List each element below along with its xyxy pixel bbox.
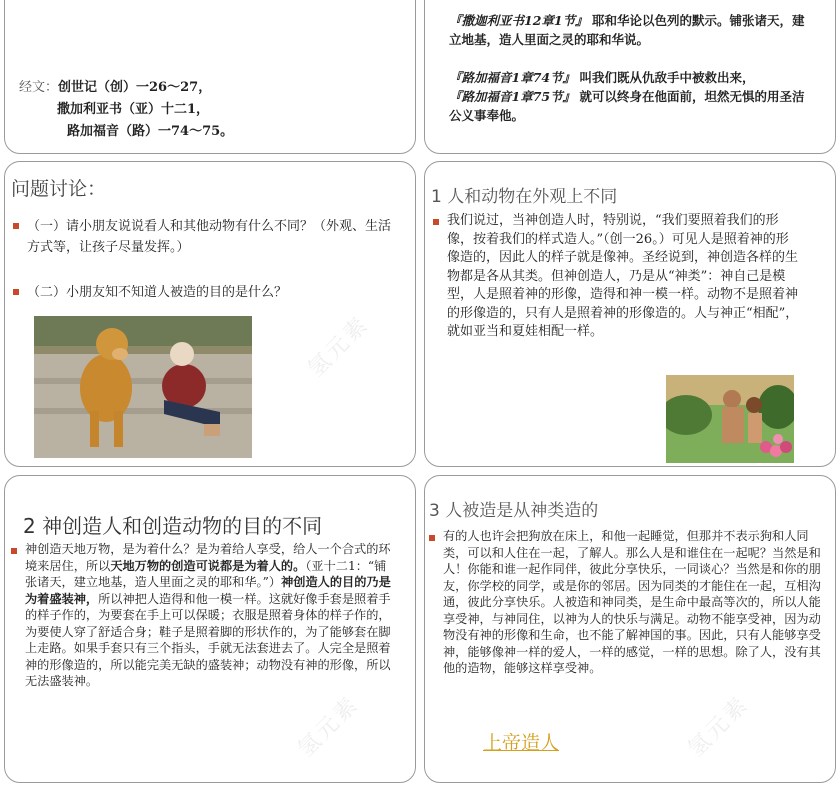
scripture-block bbox=[19, 77, 233, 143]
scripture-label: 经文： bbox=[19, 80, 59, 95]
scripture-line-2: 撒加利亚书（亚）十二1， bbox=[57, 102, 210, 117]
purpose-text-1: 神创造天地万物，是为着什么？是为着给人享受，给人一个合式的环境来居住，所以 bbox=[25, 542, 391, 573]
slide-title: 1 人和动物在外观上不同 bbox=[431, 187, 618, 207]
scripture-line-3: 路加福音（路）一74～75。 bbox=[67, 124, 234, 139]
question-2: （二）小朋友知不知道人被造的目的是什么？ bbox=[13, 282, 397, 303]
slide-appearance bbox=[424, 161, 836, 467]
slide-scripture-list bbox=[4, 0, 416, 154]
scripture-line-1: 创世记（创）一26～27， bbox=[58, 80, 212, 95]
question-1: （一）请小朋友说说看人和其他动物有什么不同？（外观、生活方式等，让孩子尽量发挥。） bbox=[13, 216, 397, 258]
adam-and-eve-picture bbox=[666, 375, 794, 463]
verse-text: 就可以终身在他面前，坦然无惧的用圣洁公义事奉他。 bbox=[449, 89, 805, 123]
slide-title: 2 神创造人和创造动物的目的不同 bbox=[23, 514, 323, 538]
dog-and-girl-photo bbox=[34, 316, 252, 458]
slide-purpose bbox=[4, 475, 416, 783]
scripture-text-block bbox=[449, 11, 805, 125]
verse-luke-75 bbox=[449, 87, 805, 125]
slide-god-kind bbox=[424, 475, 836, 783]
video-link[interactable]: 上帝造人 bbox=[483, 732, 560, 754]
slide-title: 3 人被造是从神类造的 bbox=[429, 501, 599, 521]
purpose-body bbox=[11, 541, 391, 690]
slide-title: 问题讨论： bbox=[11, 178, 107, 200]
verse-zech bbox=[449, 11, 805, 49]
verse-luke-74 bbox=[449, 68, 805, 87]
purpose-text-2: （亚十二1：“铺张诸天，建立地基，造人里面之灵的耶和华。”） bbox=[25, 558, 387, 589]
slide-discussion bbox=[4, 161, 416, 467]
verse-ref: 『路加福音1章74节』 bbox=[449, 70, 576, 85]
slide-scripture-text bbox=[424, 0, 836, 154]
purpose-emphasis-2: 神创造人的目的乃是为着盛装神， bbox=[25, 575, 391, 606]
verse-text: 耶和华论以色列的默示。铺张诸天，建立地基，造人里面之灵的耶和华说。 bbox=[449, 13, 805, 47]
verse-ref: 『撒迦利亚书12章1节』 bbox=[449, 13, 588, 28]
purpose-emphasis-1: 天地万物的创造可说都是为着人的。 bbox=[110, 558, 306, 573]
verse-text: 叫我们既从仇敌手中被救出来， bbox=[575, 70, 755, 85]
appearance-body: 我们说过，当神创造人时，特别说，“我们要照着我们的形像，按着我们的样式造人。”（创一26。）可见人是照着神的形像造的，因此人的样子就是像神。圣经说到，神创造各样的生物都是各从其类。但神创造人，乃是从“神类”：神自己是模型，人是照着神的形像，造得和神一模一样。动物不是照着神的形像造的，只有人是照着神的形像造的。人与神正“相配”，就如亚当和夏娃相配一样。 bbox=[433, 212, 799, 342]
verse-ref: 『路加福音1章75节』 bbox=[449, 89, 576, 104]
purpose-text-3: 所以神把人造得和他一模一样。这就好像手套是照着手的样子作的，为要套在手上可以保暖；衣服是照着身体的样子作的，为要使人穿了舒适合身；鞋子是照着脚的形状作的，为了能够套在脚上走路。如果手套只有三个指头，手就无法套进去了。人完全是照着神的形像造的，所以能完美无缺的盛装神；动物没有神的形像，所以无法盛装神。 bbox=[25, 591, 391, 688]
god-kind-body: 有的人也许会把狗放在床上，和他一起睡觉，但那并不表示狗和人同类，可以和人住在一起，了解人。那么人是和谁住在一起呢？当然是和人！你能和谁一起作同伴，彼此分享快乐，一同谈心？当然是和你的朋友，你学校的同学，或是你的邻居。因为同类的才能住在一起，互相沟通，彼此分享快乐。人被造和神同类，是生命中最高等次的，所以人能享受神，与神同住，以神为人的快乐与满足。动物不能享受神，因为动物没有神的形像和生命，也不能了解神国的事。因此，只有人能够享受神，能够像神一样的爱人，一样的感觉，一样的思想。除了人，没有其他的造物，能够这样享受神。 bbox=[429, 528, 823, 677]
